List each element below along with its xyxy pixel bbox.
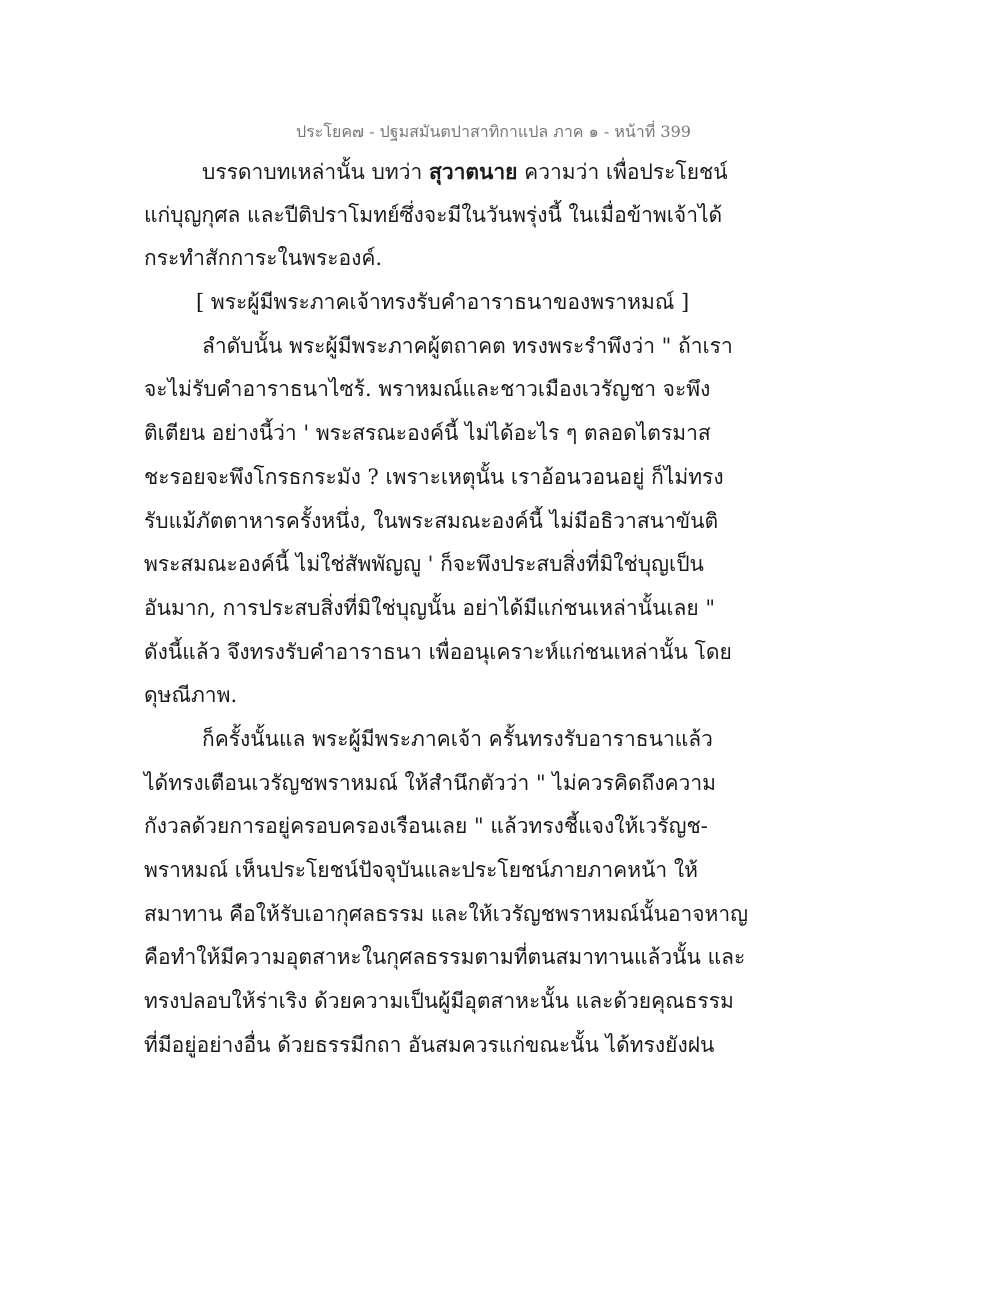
text-line [144,631,732,675]
text-line [144,368,711,412]
text-span: ลำดับนั้น พระผู้มีพระภาคผู้ตถาคต ทรงพระรำพึงว่า " ถ้าเรา [202,333,733,358]
text-line [144,543,704,587]
text-span: ความว่า เพื่อประโยชน์ [517,160,728,184]
text-line [144,325,733,369]
text-span: ก็ครั้งนั้นแล พระผู้มีพระภาคเจ้า ครั้นทรงรับอาราธนาแล้ว [202,726,713,751]
text-line [144,718,713,762]
text-span: อันมาก, การประสบสิ่งที่มิใช่บุญนั้น อย่าได้มีแก่ชนเหล่านั้นเลย " [144,595,716,620]
text-span: ชะรอยจะพึงโกรธกระมัง ? เพราะเหตุนั้น เราอ้อนวอนอยู่ ก็ไม่ทรง [144,464,724,489]
text-span: ดุษณีภาพ. [144,683,238,708]
text-span: พระสมณะองค์นี้ ไม่ใช่สัพพัญญู ' ก็จะพึงประสบสิ่งที่มิใช่บุญเป็น [144,552,704,577]
text-line [144,500,719,544]
text-span: สมาทาน คือให้รับเอากุศลธรรม และให้เวรัญชพราหมณ์นั้นอาจหาญ [144,901,749,926]
bold-term: สุวาตนาย [429,159,518,184]
text-line [144,194,723,238]
text-span: รับแม้ภัตตาหารครั้งหนึ่ง, ในพระสมณะองค์นี้ ไม่มีอธิวาสนาขันติ [144,508,719,533]
text-line [144,412,711,456]
text-line [144,456,724,500]
text-line [144,281,704,325]
text-span: ได้ทรงเตือนเวรัญชพราหมณ์ ให้สำนึกตัวว่า " ไม่ควรคิดถึงความ [144,770,716,795]
body-text [144,150,749,1067]
text-span: พราหมณ์ เห็นประโยชน์ปัจจุบันและประโยชน์ภายภาคหน้า ให้ [144,858,698,882]
text-span: ติเตียน อย่างนี้ว่า ' พระสรณะองค์นี้ ไม่ได้อะไร ๆ ตลอดไตรมาส [144,421,711,446]
text-line [144,893,749,937]
text-span: แก่บุญกุศล และปีติปราโมทย์ซึ่งจะมีในวันพรุ่งนี้ ในเมื่อข้าพเจ้าได้ [144,202,723,227]
text-span: ดังนี้แล้ว จึงทรงรับคำอาราธนา เพื่ออนุเคราะห์แก่ชนเหล่านั้น โดย [144,639,732,664]
text-span: คือทำให้มีความอุตสาหะในกุศลธรรมตามที่ตนสมาทานแล้วนั้น และ [144,945,746,970]
text-span: ที่มีอยู่อย่างอื่น ด้วยธรรมีกถา อันสมควรแก่ขณะนั้น ได้ทรงยังฝน [144,1032,715,1057]
text-span: [ พระผู้มีพระภาคเจ้าทรงรับคำอาราธนาของพราหมณ์ ] [196,290,690,315]
text-line [144,587,716,631]
text-line [144,674,704,718]
text-line [144,936,746,980]
text-line [144,849,704,893]
text-span: จะไม่รับคำอาราธนาไซร้. พราหมณ์และชาวเมืองเวรัญชา จะพึง [144,377,711,402]
text-line [144,805,708,849]
page-header: ประโยค๗ - ปฐมสมันตปาสาทิกาแปล ภาค ๑ - หน้าที่ 399 [296,122,691,141]
text-line [144,237,704,281]
text-line [144,762,716,806]
text-span: กังวลด้วยการอยู่ครอบครองเรือนเลย " แล้วทรงชี้แจงให้เวรัญช- [144,814,708,839]
text-span: บรรดาบทเหล่านั้น บทว่า [202,160,429,184]
text-span: ทรงปลอบให้ร่าเริง ด้วยความเป็นผู้มีอุตสาหะนั้น และด้วยคุณธรรม [144,989,734,1014]
text-span: กระทำสักการะในพระองค์. [144,246,383,271]
text-line [144,150,728,194]
text-line [144,980,734,1024]
text-line [144,1024,715,1068]
